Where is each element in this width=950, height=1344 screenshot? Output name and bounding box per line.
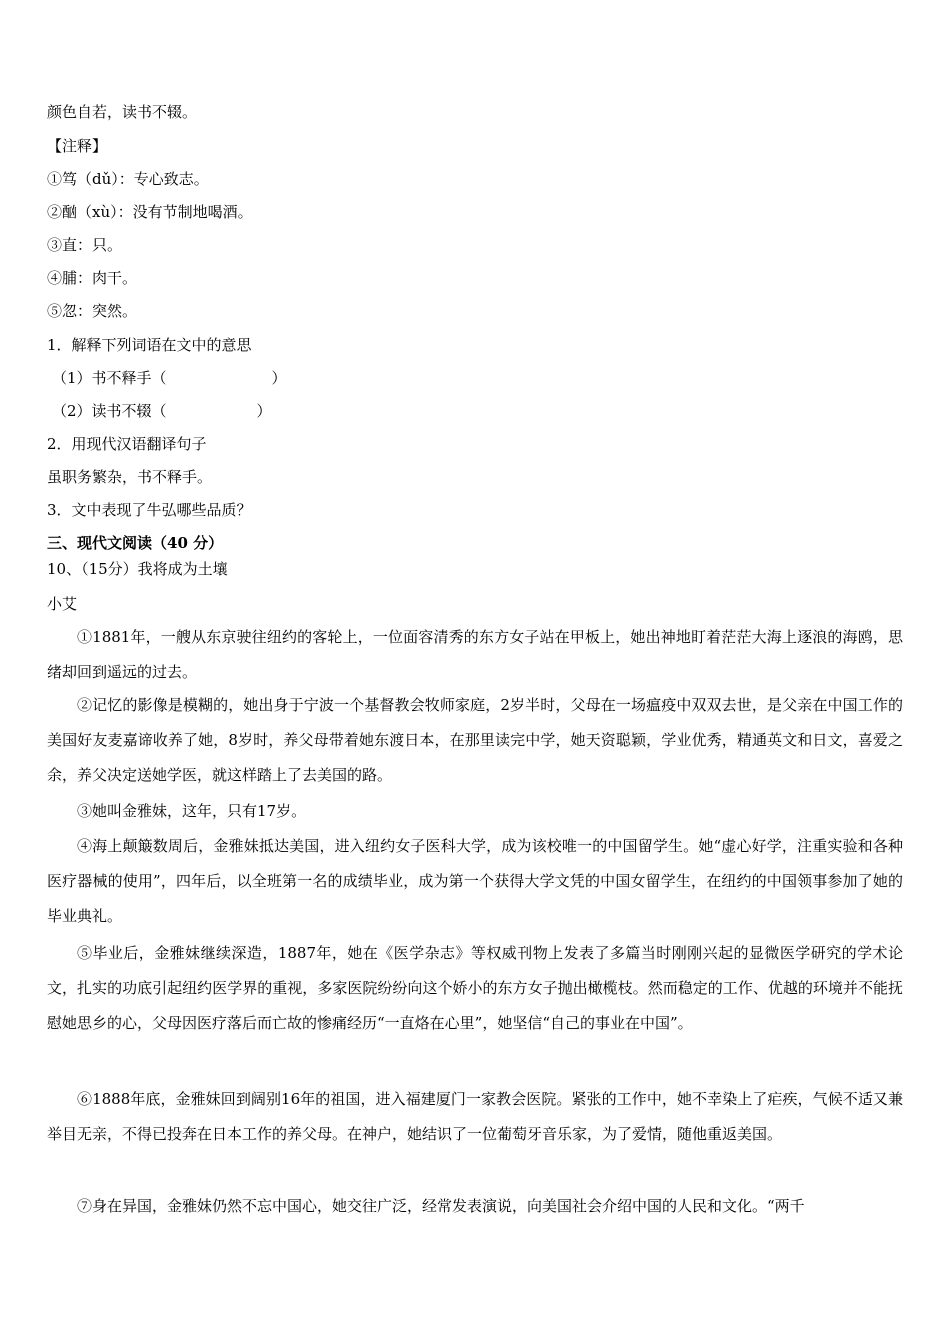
article-author: 小艾	[47, 595, 78, 613]
article-paragraph-3: ③她叫金雅妹，这年，只有17岁。	[77, 802, 307, 820]
question-2: 2．用现代汉语翻译句子	[47, 435, 207, 453]
annotation-item: ③直：只。	[47, 236, 123, 254]
article-paragraph-6: ⑥1888年底，金雅妹回到阔别16年的祖国，进入福建厦门一家教会医院。紧张的工作中，她不幸染上了疟疾，气候不适又兼举目无亲，不得已投奔在日本工作的养父母。在神户，她结识了一位葡萄牙音乐家，为了爱情，随他重返美国。	[47, 1090, 903, 1143]
article-paragraph-7: ⑦身在异国，金雅妹仍然不忘中国心，她交往广泛，经常发表演说，向美国社会介绍中国的人民和文化。“两千	[77, 1197, 805, 1215]
question-1-part-1: （1）书不释手（ ）	[52, 369, 287, 387]
passage-ending-line: 颜色自若，读书不辍。	[47, 103, 198, 121]
annotation-heading: 【注释】	[47, 137, 108, 155]
section-heading: 三、现代文阅读（40 分）	[47, 534, 224, 552]
article-paragraph-2: ②记忆的影像是模糊的，她出身于宁波一个基督教会牧师家庭，2岁半时，父母在一场瘟疫中双双去世，是父亲在中国工作的美国好友麦嘉谛收养了她，8岁时，养父母带着她东渡日本，在那里读完中学，她天资聪颖，学业优秀，精通英文和日文，喜爱之余，养父决定送她学医，就这样踏上了去美国的路。	[47, 696, 903, 784]
article-paragraph-4: ④海上颠簸数周后，金雅妹抵达美国，进入纽约女子医科大学，成为该校唯一的中国留学生。她“虚心好学，注重实验和各种医疗器械的使用”，四年后，以全班第一名的成绩毕业，成为第一个获得大学文凭的中国女留学生，在纽约的中国领事参加了她的毕业典礼。	[47, 837, 903, 925]
article-paragraph-1: ①1881年，一艘从东京驶往纽约的客轮上，一位面容清秀的东方女子站在甲板上，她出神地盯着茫茫大海上逐浪的海鸥，思绪却回到遥远的过去。	[47, 628, 903, 681]
annotation-item: ④脯：肉干。	[47, 269, 138, 287]
annotation-item: ⑤忽：突然。	[47, 302, 138, 320]
article-paragraph-5: ⑤毕业后，金雅妹继续深造，1887年，她在《医学杂志》等权威刊物上发表了多篇当时刚刚兴起的显微医学研究的学术论文，扎实的功底引起纽约医学界的重视，多家医院纷纷向这个娇小的东方女子抛出橄榄枝。然而稳定的工作、优越的环境并不能抚慰她思乡的心，父母因医疗落后而亡故的惨痛经历“一直烙在心里”，她坚信“自己的事业在中国”。	[47, 944, 903, 1032]
question-1-part-2: （2）读书不辍（ ）	[52, 402, 272, 420]
question-10-title: 10、（15分）我将成为土壤	[47, 560, 228, 578]
question-2-sentence: 虽职务繁杂，书不释手。	[47, 468, 213, 486]
question-1: 1．解释下列词语在文中的意思	[47, 336, 252, 354]
annotation-item: ①笃（dǔ）：专心致志。	[47, 170, 209, 188]
question-3: 3．文中表现了牛弘哪些品质？	[47, 501, 252, 519]
annotation-item: ②酗（xù）：没有节制地喝酒。	[47, 203, 253, 221]
